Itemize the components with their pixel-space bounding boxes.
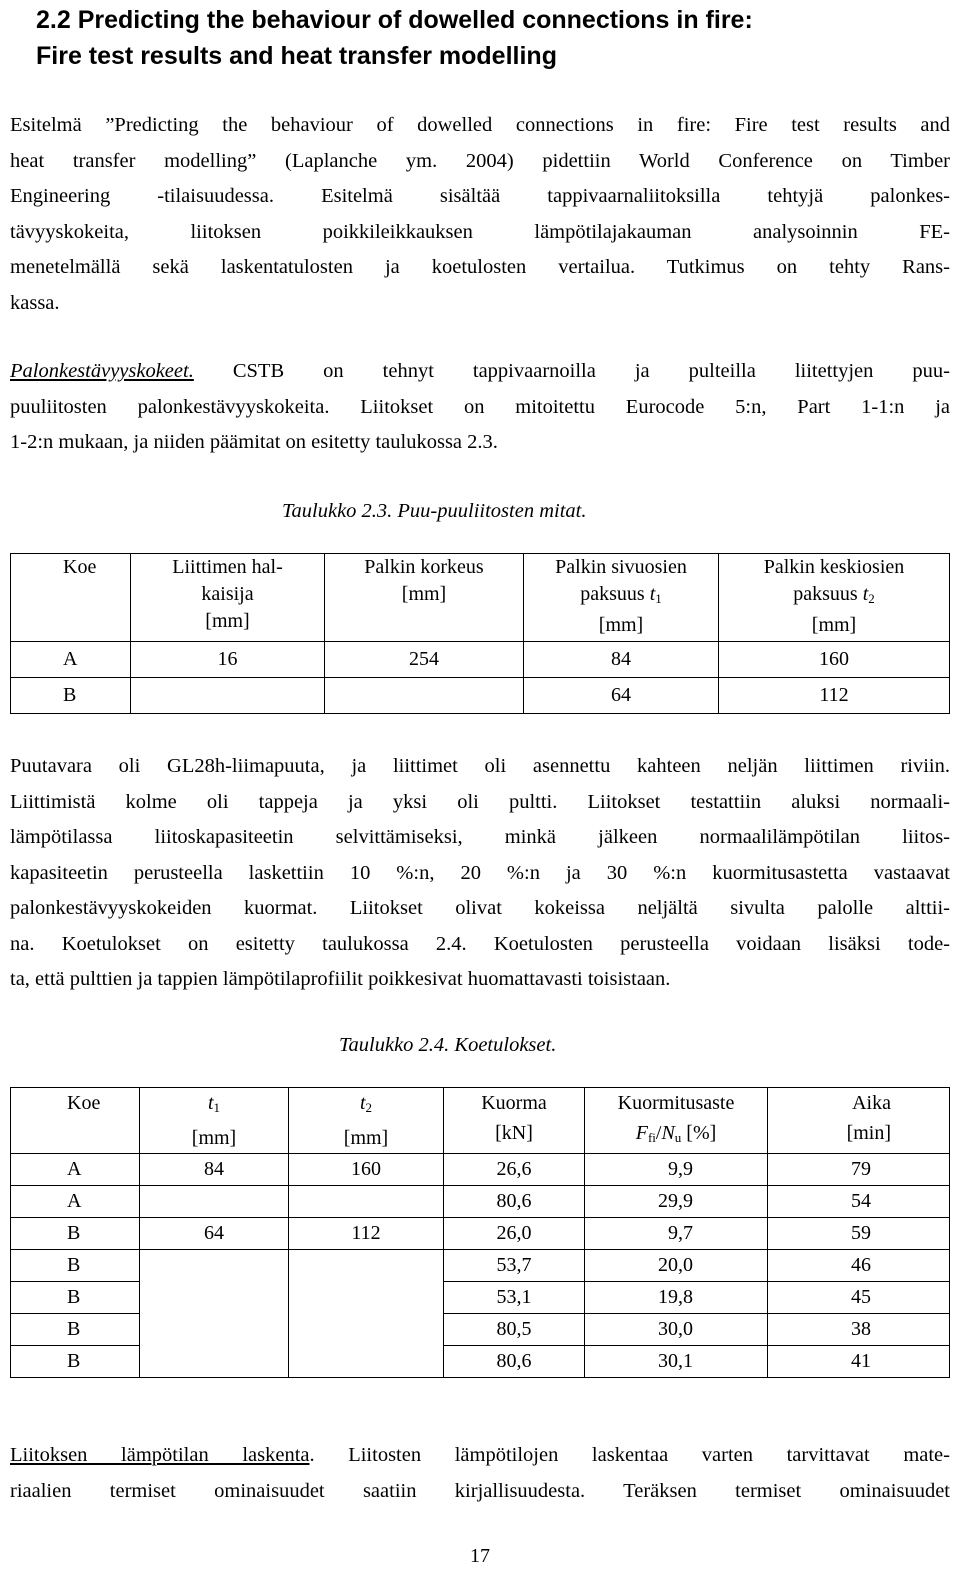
header-t2: $t_2$ [mm] xyxy=(289,1088,444,1154)
heat-calc-paragraph xyxy=(10,1438,950,1509)
cell xyxy=(325,678,524,714)
materials-line: na. Koetulokset on esitetty taulukossa 2.4. Koetulosten perusteella voidaan lisäksi tode- xyxy=(10,932,950,955)
cell xyxy=(289,1282,444,1314)
cell: B xyxy=(11,1282,140,1314)
header-side-thickness: Palkin sivuosien paksuus $t_1$ [mm] xyxy=(524,554,719,642)
cell: 26,6 xyxy=(444,1154,585,1186)
table-row xyxy=(11,1346,950,1378)
cell xyxy=(140,1186,289,1218)
cell: B xyxy=(11,1218,140,1250)
cell: 112 xyxy=(719,678,950,714)
header-fastener-diameter: Liittimen hal- kaisija [mm] xyxy=(131,554,325,642)
heat-calc-line: riaalien termiset ominaisuudet saatiin kirjallisuudesta. Teräksen termiset ominaisuudet xyxy=(10,1479,950,1502)
table-row xyxy=(11,642,950,678)
cell: 79 xyxy=(768,1154,950,1186)
cell xyxy=(289,1314,444,1346)
intro-line: Esitelmä ”Predicting the behaviour of dowelled connections in fire: Fire test results and xyxy=(10,114,950,136)
intro-line: menetelmällä sekä laskentatulosten ja koetulosten vertailua. Tutkimus on tehty Rans- xyxy=(10,256,950,278)
cell: B xyxy=(11,1314,140,1346)
cell: 16 xyxy=(131,642,325,678)
cell: 30,0 xyxy=(585,1314,768,1346)
heat-calc-text: . Liitosten lämpötilojen laskentaa varten tarvittavat mate- xyxy=(309,1444,950,1466)
cell xyxy=(131,678,325,714)
header-load: Kuorma [kN] xyxy=(444,1088,585,1154)
cell: 26,0 xyxy=(444,1218,585,1250)
cell: 41 xyxy=(768,1346,950,1378)
cell xyxy=(140,1314,289,1346)
cell: 254 xyxy=(325,642,524,678)
fire-tests-paragraph xyxy=(10,354,950,461)
cell: A xyxy=(11,1154,140,1186)
cell: 9,9 xyxy=(585,1154,768,1186)
table-row xyxy=(11,678,950,714)
cell: 59 xyxy=(768,1218,950,1250)
cell xyxy=(289,1186,444,1218)
heat-calc-title: Liitoksen lämpötilan laskenta xyxy=(10,1444,310,1466)
cell: A xyxy=(11,642,131,678)
materials-line: kapasiteetin perusteella laskettiin 10 %:n, 20 %:n ja 30 %:n kuormitusastetta vastaavat xyxy=(10,861,950,884)
materials-paragraph xyxy=(10,749,950,998)
table-2-3-caption: Taulukko 2.3. Puu-puuliitosten mitat. xyxy=(282,500,587,522)
intro-line: heat transfer modelling” (Laplanche ym. 2004) pidettiin World Conference on Timber xyxy=(10,149,950,172)
heading-line-2: Fire test results and heat transfer modelling xyxy=(36,42,557,70)
table-row xyxy=(11,1218,950,1250)
cell: 29,9 xyxy=(585,1186,768,1218)
cell: 80,6 xyxy=(444,1186,585,1218)
cell: 53,1 xyxy=(444,1282,585,1314)
cell: 80,6 xyxy=(444,1346,585,1378)
section-heading xyxy=(36,2,956,74)
header-t1: $t_1$ [mm] xyxy=(140,1088,289,1154)
materials-line: Liittimistä kolme oli tappeja ja yksi oli pultti. Liitokset testattiin aluksi normaali- xyxy=(10,790,950,813)
cell xyxy=(289,1346,444,1378)
cell: 84 xyxy=(524,642,719,678)
cell: B xyxy=(11,678,131,714)
materials-line: ta, että pulttien ja tappien lämpötilaprofiilit poikkesivat huomattavasti toisistaan. xyxy=(10,968,671,990)
fire-tests-title: Palonkestävyyskokeet. xyxy=(10,360,194,382)
heading-line-1: 2.2 Predicting the behaviour of dowelled connections in fire: xyxy=(36,6,753,34)
cell: 54 xyxy=(768,1186,950,1218)
cell xyxy=(140,1346,289,1378)
cell: 112 xyxy=(289,1218,444,1250)
cell: 46 xyxy=(768,1250,950,1282)
fire-tests-line: 1-2:n mukaan, ja niiden päämitat on esitetty taulukossa 2.3. xyxy=(10,431,498,453)
cell xyxy=(140,1250,289,1282)
materials-line: lämpötilassa liitoskapasiteetin selvittämiseksi, minkä jälkeen normaalilämpötilan liitos- xyxy=(10,826,950,848)
materials-line: palonkestävyyskokeiden kuormat. Liitokset olivat kokeissa neljältä sivulta palolle alttii- xyxy=(10,897,950,919)
dimensions-table xyxy=(10,553,950,714)
results-table xyxy=(10,1087,950,1378)
table-header-row xyxy=(11,1088,950,1154)
table-row xyxy=(11,1314,950,1346)
cell: 45 xyxy=(768,1282,950,1314)
cell: A xyxy=(11,1186,140,1218)
cell xyxy=(140,1282,289,1314)
cell: 64 xyxy=(140,1218,289,1250)
table-row xyxy=(11,1282,950,1314)
table-row xyxy=(11,1154,950,1186)
cell: 64 xyxy=(524,678,719,714)
cell: 80,5 xyxy=(444,1314,585,1346)
intro-line: kassa. xyxy=(10,291,60,314)
cell: 20,0 xyxy=(585,1250,768,1282)
cell xyxy=(289,1250,444,1282)
table-row xyxy=(11,1250,950,1282)
fire-tests-line-1 xyxy=(10,354,950,390)
page-number: 17 xyxy=(470,1545,490,1567)
heat-calc-line-1 xyxy=(10,1438,950,1474)
cell: 38 xyxy=(768,1314,950,1346)
cell: 84 xyxy=(140,1154,289,1186)
cell: 53,7 xyxy=(444,1250,585,1282)
header-beam-height: Palkin korkeus [mm] xyxy=(325,554,524,642)
materials-line: Puutavara oli GL28h-liimapuuta, ja liittimet oli asennettu kahteen neljän liittimen riviin. xyxy=(10,755,950,777)
intro-line: Engineering -tilaisuudessa. Esitelmä sisältää tappivaarnaliitoksilla tehtyjä palonkes- xyxy=(10,185,950,207)
table-2-4-caption: Taulukko 2.4. Koetulokset. xyxy=(339,1034,557,1056)
cell: 160 xyxy=(719,642,950,678)
cell: B xyxy=(11,1250,140,1282)
table-header-row xyxy=(11,554,950,642)
table-row xyxy=(11,1186,950,1218)
cell: 160 xyxy=(289,1154,444,1186)
cell: 19,8 xyxy=(585,1282,768,1314)
cell: B xyxy=(11,1346,140,1378)
intro-line: tävyyskokeita, liitoksen poikkileikkauksen lämpötilajakauman analysoinnin FE- xyxy=(10,220,950,243)
fire-tests-line: puuliitosten palonkestävyyskokeita. Liitokset on mitoitettu Eurocode 5:n, Part 1-1:n ja xyxy=(10,395,950,418)
header-time: Aika [min] xyxy=(768,1088,950,1154)
header-koe: Koe xyxy=(11,1088,140,1154)
fire-tests-text: CSTB on tehnyt tappivaarnoilla ja pulteilla liitettyjen puu- xyxy=(193,360,950,382)
cell: 9,7 xyxy=(585,1218,768,1250)
cell: 30,1 xyxy=(585,1346,768,1378)
intro-paragraph xyxy=(10,108,950,321)
header-koe: Koe xyxy=(11,554,131,642)
header-center-thickness: Palkin keskiosien paksuus $t_2$ [mm] xyxy=(719,554,950,642)
header-load-level: Kuormitusaste $F_{fi}/N_u$ [%] xyxy=(585,1088,768,1154)
